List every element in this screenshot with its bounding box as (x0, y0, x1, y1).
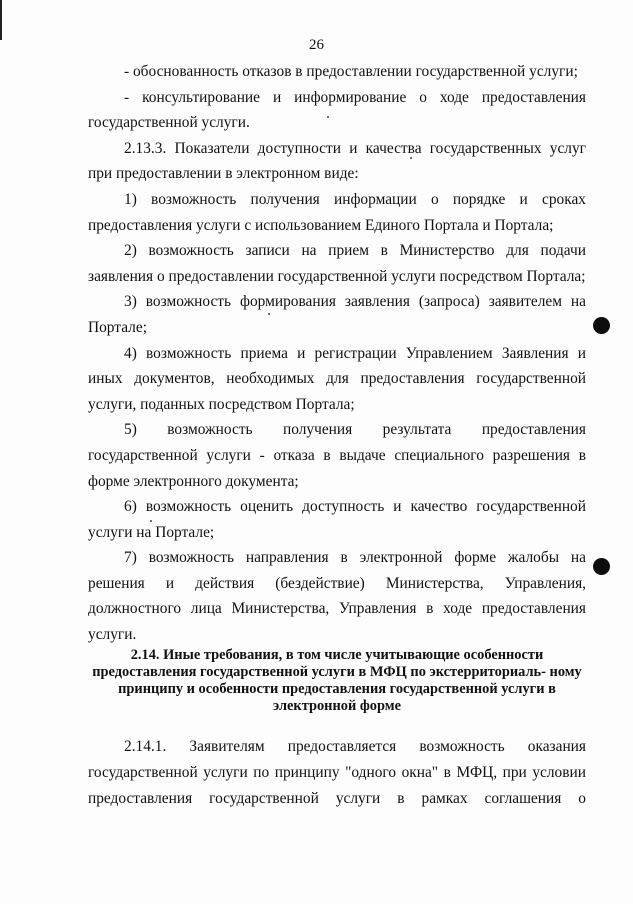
page-number: 26 (309, 37, 324, 53)
paragraph-item: 6) возможность оценить доступность и качество государственной услуги на Портале; (88, 498, 586, 541)
closing-section (88, 734, 586, 812)
paragraph-item: 5) возможность получения результата предоставления государственной услуги - отказа в выдаче специального разрешения в форме электронного документа; (88, 421, 586, 490)
scan-speck (268, 313, 270, 315)
scan-speck (150, 520, 152, 522)
scan-speck (327, 116, 329, 118)
scan-speck (410, 157, 412, 159)
document-body (88, 59, 586, 648)
paragraph-item: 2) возможность записи на прием в Министерство для подачи заявления о предоставлении государственной услуги посредством Портала; (88, 242, 586, 285)
paragraph-item: 2.13.3. Показатели доступности и качества государственных услуг при предоставлении в электронном виде: (88, 139, 586, 183)
paragraph-item: - обоснованность отказов в предоставлении государственной услуги; (124, 63, 578, 80)
paragraph-item: 3) возможность формирования заявления (запроса) заявителем на Портале; (88, 293, 586, 336)
section-heading: 2.14. Иные требования, в том числе учитывающие особенности предоставления государственной услуги в МФЦ по экстерриториаль- ному принципу и особенности предоставления государственной услуги в электронной форме (92, 647, 582, 714)
closing-paragraph: 2.14.1. Заявителям предоставляется возможность оказания государственной услуги по принципу "одного окна" в МФЦ, при условии предоставления государственной услуги в рамках соглашения о (88, 738, 586, 807)
paragraph-item: 7) возможность направления в электронной форме жалобы на решения и действия (бездействие) Министерства, Управления, должностного лица Министерства, Управления в ходе предоставления услуги. (88, 549, 586, 644)
paragraph-item: 1) возможность получения информации о порядке и сроках предоставления услуги с использованием Единого Портала и Портала; (88, 190, 586, 234)
paragraph-item: - консультирование и информирование о ходе предоставления государственной услуги. (88, 88, 586, 132)
punch-hole-lower (593, 558, 610, 575)
punch-hole-upper (593, 317, 610, 334)
paragraph-item: 4) возможность приема и регистрации Управлением Заявления и иных документов, необходимых для предоставления государственной услуги, поданных посредством Портала; (88, 344, 586, 413)
scan-edge-line (0, 0, 2, 40)
